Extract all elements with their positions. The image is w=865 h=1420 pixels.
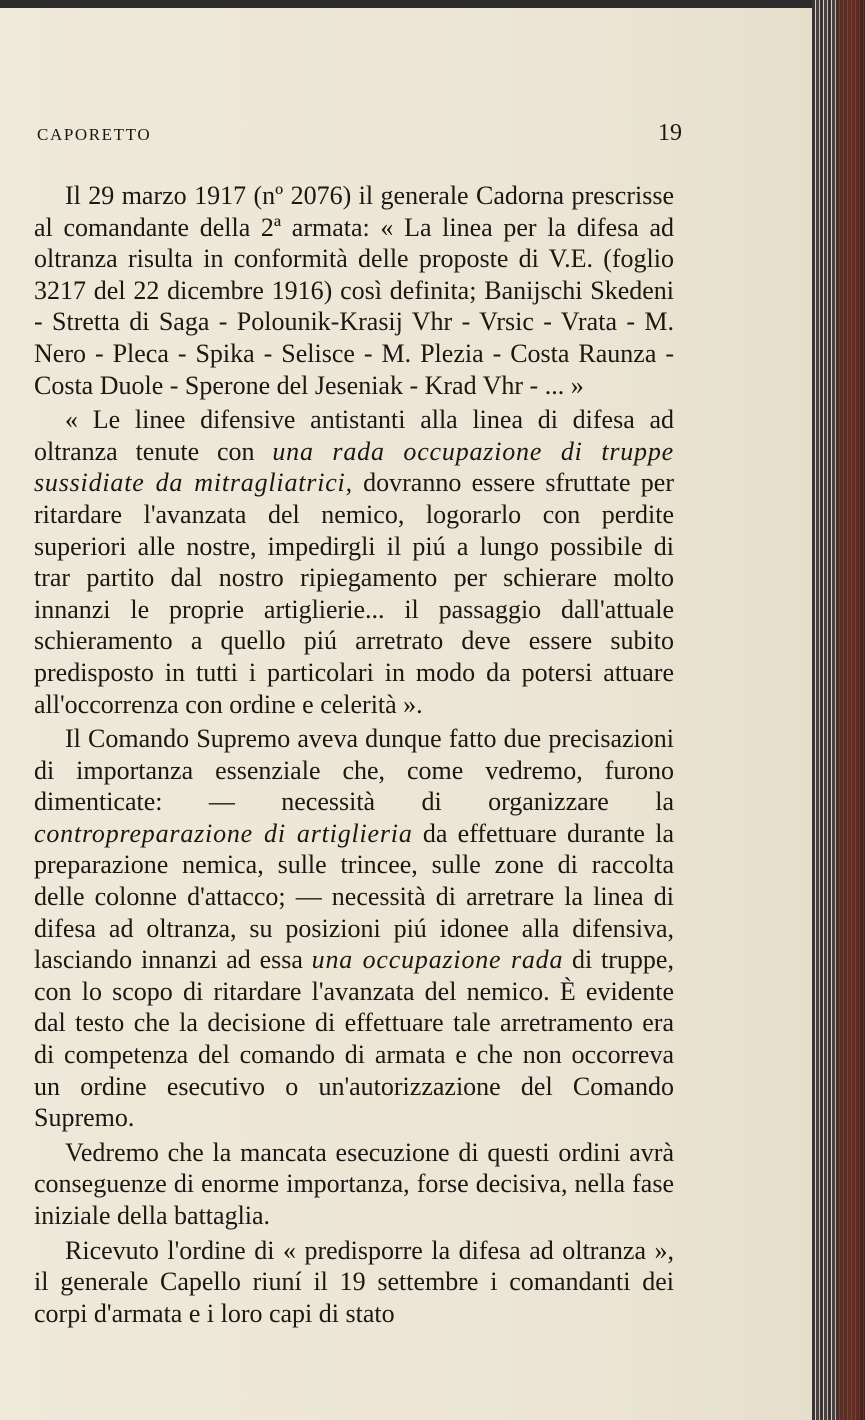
book-cover-edge bbox=[838, 0, 865, 1420]
paragraph-3-text-c: da effettuare durante la preparazione nemica, sulle trincee, sulle zone di raccolta delle colonne d'attacco; — necessità di arretrare la linea di difesa ad oltranza, su posizioni piú idonee alla difensiva, lasciando innanzi ad essa bbox=[34, 818, 674, 975]
paragraph-3-text-a: Il Comando Supremo aveva dunque fatto due precisazioni di importanza essenziale che, come vedremo, furono dimenticate: — necessità di organizzare la bbox=[34, 724, 674, 817]
paragraph-3 bbox=[34, 723, 674, 1134]
paragraph-4 bbox=[34, 1137, 674, 1232]
paragraph-1 bbox=[34, 180, 674, 401]
paragraph-2-text-a: « Le linee difensive antistanti alla linea di difesa ad oltranza tenute con bbox=[34, 405, 674, 466]
running-title: CAPORETTO bbox=[37, 125, 152, 144]
paragraph-2-text-c: dovranno essere sfruttate per ritardare l'avanzata del nemico, logorarlo con perdite superiori alle nostre, impedirgli il piú a lungo possibile di trar partito dal nostro ripiegamento per schierare molto innanzi le proprie artiglierie... il passaggio dall'attuale schieramento a quello piú arretrato deve essere subito predisposto in tutti i particolari in modo da potersi attuare all'occorrenza con ordine e celerità ». bbox=[34, 468, 674, 719]
paragraph-2-italic: una rada occupazione di truppe sussidiate da mitragliatrici, bbox=[34, 436, 674, 498]
paragraph-2 bbox=[34, 404, 674, 720]
running-head bbox=[37, 120, 682, 147]
paragraph-3-italic-2: una occupazione rada bbox=[311, 945, 564, 975]
paragraph-3-text-e: di truppe, con lo scopo di ritardare l'avanzata del nemico. È evidente dal testo che la decisione di effettuare tale arretramento era di competenza del comando di armata e che non occorreva un ordine esecutivo o un'autorizzazione del Comando Supremo. bbox=[34, 945, 674, 1133]
paragraph-4-text: Vedremo che la mancata esecuzione di questi ordini avrà conseguenze di enorme importanza, forse decisiva, nella fase iniziale della battaglia. bbox=[34, 1137, 674, 1230]
text-block bbox=[34, 180, 674, 1329]
paragraph-3-italic-1: contropreparazione di artiglieria bbox=[34, 818, 413, 848]
paragraph-5-text: Ricevuto l'ordine di « predisporre la difesa ad oltranza », il generale Capello riuní il 19 settembre i comandanti dei corpi d'armata e i loro capi di stato bbox=[34, 1235, 674, 1328]
top-edge bbox=[0, 0, 865, 8]
paragraph-5 bbox=[34, 1235, 674, 1330]
paragraph-1-text: Il 29 marzo 1917 (nº 2076) il generale Cadorna prescrisse al comandante della 2ª armata: « La linea per la difesa ad oltranza risulta in conformità delle proposte di V.E. (foglio 3217 del 22 dicembre 1916) così definita; Banijschi Skedeni - Stretta di Saga - Polounik-Krasij Vhr - Vrsic - Vrata - M. Nero - Pleca - Spika - Selisce - M. Plezia - Costa Raunza - Costa Duole - Sperone del Jeseniak - Krad Vhr - ... » bbox=[34, 181, 674, 400]
page-number: 19 bbox=[658, 120, 682, 146]
